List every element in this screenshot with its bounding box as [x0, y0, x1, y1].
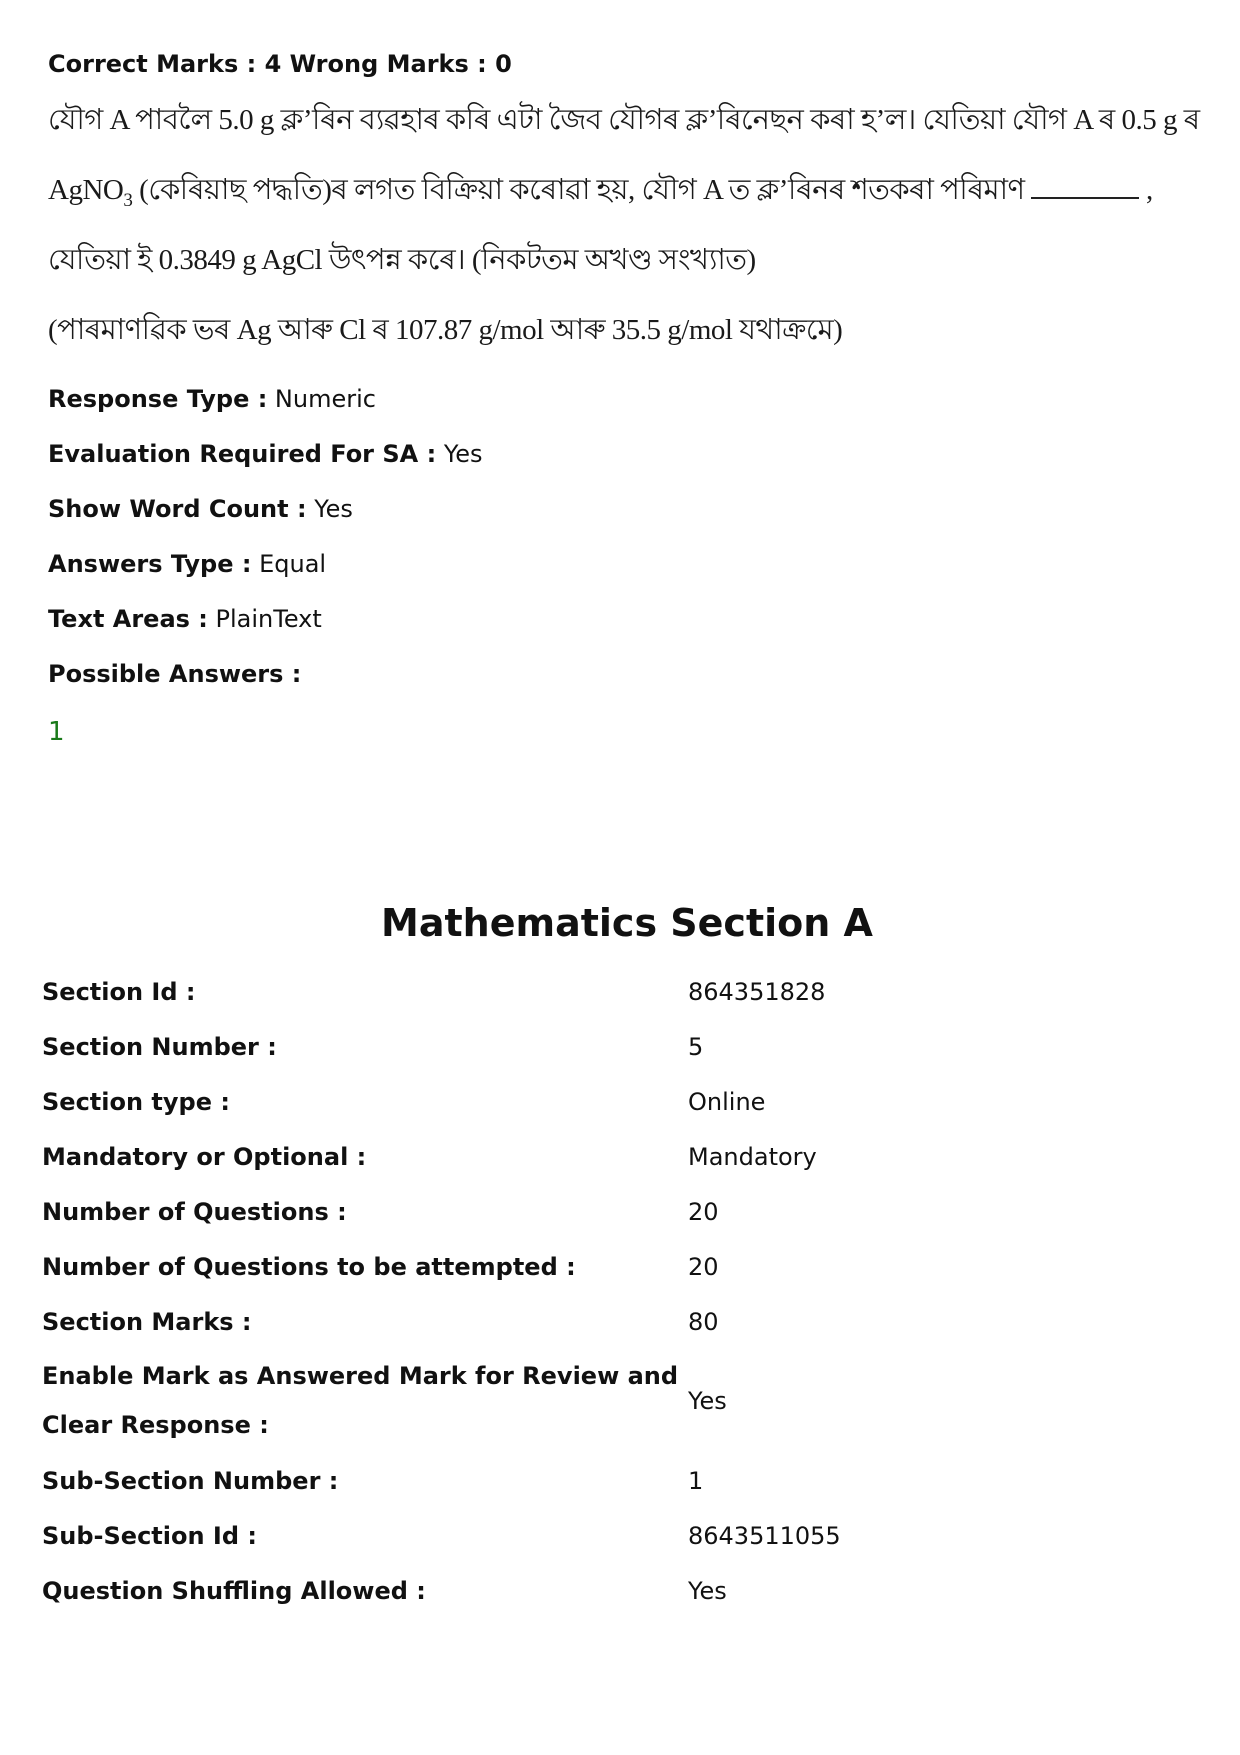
row-label: Section Number : [42, 1032, 277, 1061]
row-label: Sub-Section Number : [42, 1466, 339, 1495]
row-value: Yes [688, 1387, 727, 1415]
table-row [42, 1294, 1192, 1349]
question-line-3: যেতিয়া ই 0.3849 g AgCl উৎপন্ন কৰে। (নিকটতম অখণ্ড সংখ্যাত) [48, 244, 756, 276]
meta-possible-answers [48, 647, 1198, 702]
question-block [48, 44, 1198, 760]
table-row [42, 1508, 1192, 1563]
meta-label: Text Areas : [48, 605, 208, 633]
formula-agno: AgNO [48, 174, 124, 206]
row-label: Question Shuffling Allowed : [42, 1576, 426, 1605]
marks-line: Correct Marks : 4 Wrong Marks : 0 [48, 50, 512, 78]
meta-value: Yes [436, 440, 483, 468]
meta-value: Numeric [267, 385, 376, 413]
meta-label: Possible Answers : [48, 660, 302, 688]
table-row [42, 1019, 1192, 1074]
table-row [42, 1129, 1192, 1184]
row-label: Section Marks : [42, 1307, 252, 1336]
row-label: Enable Mark as Answered Mark for Review and Clear Response : [42, 1362, 679, 1439]
meta-label: Evaluation Required For SA : [48, 440, 437, 468]
answer-blank [1031, 175, 1139, 199]
meta-evaluation-required [48, 427, 1198, 482]
table-row [42, 1184, 1192, 1239]
meta-text-areas [48, 592, 1198, 647]
meta-show-word-count [48, 482, 1198, 537]
meta-value: PlainText [207, 605, 322, 633]
row-value: 20 [688, 1197, 719, 1226]
row-value: 5 [688, 1032, 704, 1061]
row-value: Mandatory [688, 1142, 817, 1171]
row-value: 8643511055 [688, 1521, 841, 1550]
meta-label: Response Type : [48, 385, 268, 413]
table-row [42, 1453, 1192, 1508]
possible-answers-list [48, 704, 1198, 760]
table-row [42, 1563, 1192, 1618]
row-label: Sub-Section Id : [42, 1521, 257, 1550]
meta-value: Yes [306, 495, 353, 523]
meta-answers-type [48, 537, 1198, 592]
row-label: Section Id : [42, 977, 196, 1006]
question-line-4: (পাৰমাণৱিক ভৰ Ag আৰু Cl ৰ 107.87 g/mol আৰু 35.5 g/mol যথাক্রমে) [48, 314, 843, 346]
section-title: Mathematics Section A [381, 901, 873, 945]
row-value: Yes [688, 1576, 727, 1605]
row-value: 1 [688, 1466, 704, 1495]
meta-label: Answers Type : [48, 550, 252, 578]
meta-label: Show Word Count : [48, 495, 307, 523]
row-label: Section type : [42, 1087, 230, 1116]
row-value: 864351828 [688, 977, 826, 1006]
possible-answer: 1 [48, 717, 65, 747]
row-label: Mandatory or Optional : [42, 1142, 367, 1171]
row-value: 20 [688, 1252, 719, 1281]
meta-response-type [48, 372, 1198, 427]
row-value: 80 [688, 1307, 719, 1336]
formula-subscript: 3 [123, 189, 133, 211]
row-label: Number of Questions : [42, 1197, 347, 1226]
table-row [42, 1239, 1192, 1294]
table-row [42, 1349, 1192, 1453]
question-line-2-text: (কেৰিয়াছ পদ্ধতি)ৰ লগত বিক্রিয়া কৰোৱা হয়, যৌগ A ত ক্ল’ৰিনৰ শতকৰা পৰিমাণ [132, 174, 1025, 206]
question-text [48, 90, 1198, 370]
table-row [42, 964, 1192, 1019]
row-value: Online [688, 1087, 766, 1116]
question-line-1: যৌগ A পাবলৈ 5.0 g ক্ল’ৰিন ব্যৱহাৰ কৰি এটা জৈব যৌগৰ ক্ল’ৰিনেছন কৰা হ’ল। যেতিয়া যৌগ A ৰ 0.5 g ৰ [48, 104, 1200, 136]
question-line-2-end: , [1139, 174, 1153, 206]
section-details [42, 888, 1212, 1618]
section-info-table [42, 964, 1192, 1618]
meta-value: Equal [251, 550, 327, 578]
table-row [42, 1074, 1192, 1129]
question-line-2 [48, 160, 1198, 230]
question-meta [48, 372, 1198, 702]
row-label: Number of Questions to be attempted : [42, 1252, 576, 1281]
